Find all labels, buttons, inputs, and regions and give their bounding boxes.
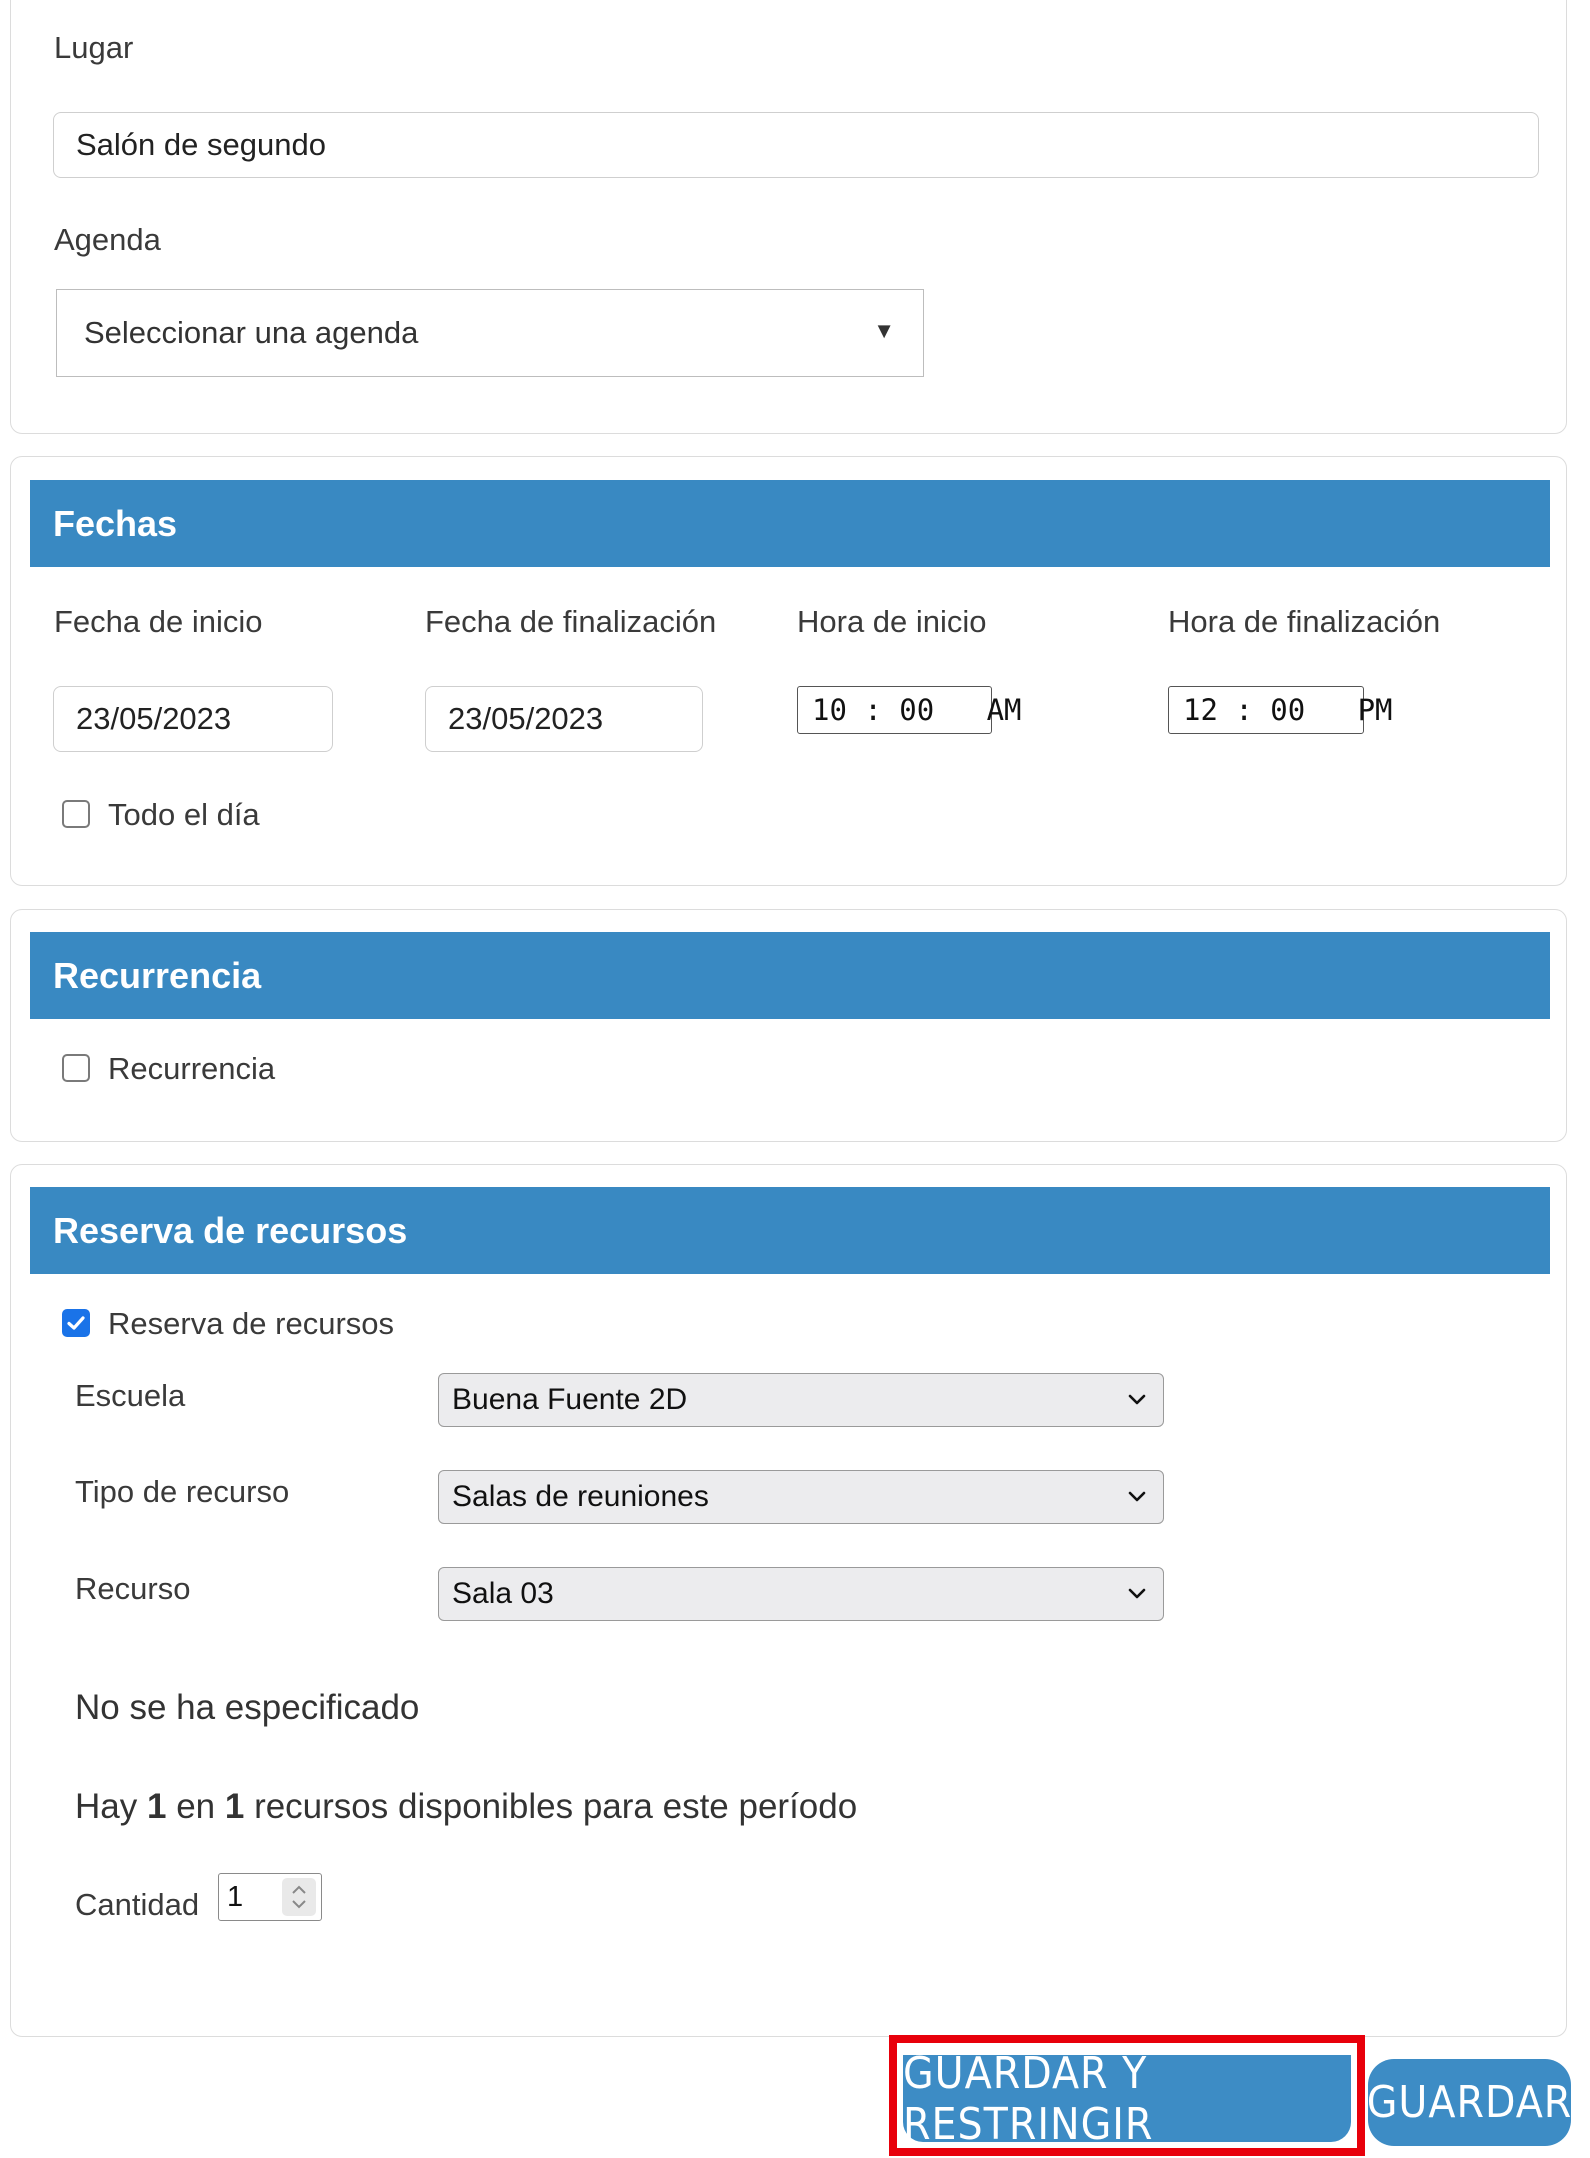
spinner-arrows-icon[interactable] [282, 1878, 316, 1916]
recurrencia-checkbox[interactable] [62, 1054, 90, 1082]
chevron-down-icon [1125, 1387, 1149, 1411]
chevron-down-icon [1125, 1581, 1149, 1605]
agenda-label: Agenda [54, 222, 161, 257]
availability-middle: en [176, 1787, 216, 1826]
cantidad-label: Cantidad [75, 1887, 200, 1922]
reserva-checkbox-label[interactable]: Reserva de recursos [108, 1306, 395, 1341]
cantidad-value: 1 [227, 1880, 244, 1913]
escuela-value: Buena Fuente 2D [452, 1383, 688, 1416]
end-date-value: 23/05/2023 [448, 701, 604, 736]
lugar-input[interactable] [53, 112, 1539, 178]
tipo-value: Salas de reuniones [452, 1480, 709, 1513]
end-date-label: Fecha de finalización [425, 604, 717, 639]
start-date-label: Fecha de inicio [54, 604, 263, 639]
availability-text [75, 1787, 857, 1827]
availability-suffix: recursos disponibles para este período [254, 1787, 858, 1826]
dropdown-arrow-icon: ▼ [873, 318, 895, 343]
checkmark-icon [66, 1313, 86, 1333]
recurso-select[interactable] [438, 1567, 1164, 1621]
end-time-input[interactable]: 12 : 00 PM [1168, 686, 1364, 734]
fechas-header: Fechas [30, 480, 1550, 567]
end-time-label: Hora de finalización [1168, 604, 1441, 639]
end-date-input[interactable] [425, 686, 703, 752]
agenda-select[interactable] [56, 289, 924, 377]
start-date-input[interactable] [53, 686, 333, 752]
start-time-input[interactable]: 10 : 00 AM [797, 686, 992, 734]
recurso-value: Sala 03 [452, 1577, 554, 1610]
save-button[interactable]: GUARDAR [1368, 2059, 1571, 2146]
lugar-value: Salón de segundo [76, 127, 326, 162]
escuela-select[interactable] [438, 1373, 1164, 1427]
not-specified-text: No se ha especificado [75, 1688, 420, 1727]
all-day-checkbox[interactable] [62, 800, 90, 828]
all-day-label[interactable]: Todo el día [108, 797, 260, 832]
save-restrict-button[interactable]: GUARDAR Y RESTRINGIR [903, 2055, 1351, 2142]
tipo-select[interactable] [438, 1470, 1164, 1524]
escuela-label: Escuela [75, 1378, 186, 1413]
start-date-value: 23/05/2023 [76, 701, 232, 736]
start-time-label: Hora de inicio [797, 604, 987, 639]
chevron-down-icon [1125, 1484, 1149, 1508]
reserva-checkbox[interactable] [62, 1309, 90, 1337]
tipo-label: Tipo de recurso [75, 1474, 290, 1509]
availability-total: 1 [224, 1787, 245, 1826]
cantidad-stepper[interactable] [218, 1873, 322, 1921]
agenda-selected: Seleccionar una agenda [84, 315, 419, 350]
availability-prefix: Hay [75, 1787, 138, 1826]
reserva-header: Reserva de recursos [30, 1187, 1550, 1274]
lugar-label: Lugar [54, 30, 134, 65]
availability-count: 1 [146, 1787, 167, 1826]
recurrencia-header: Recurrencia [30, 932, 1550, 1019]
recurrencia-checkbox-label[interactable]: Recurrencia [108, 1051, 276, 1086]
recurso-label: Recurso [75, 1571, 191, 1606]
